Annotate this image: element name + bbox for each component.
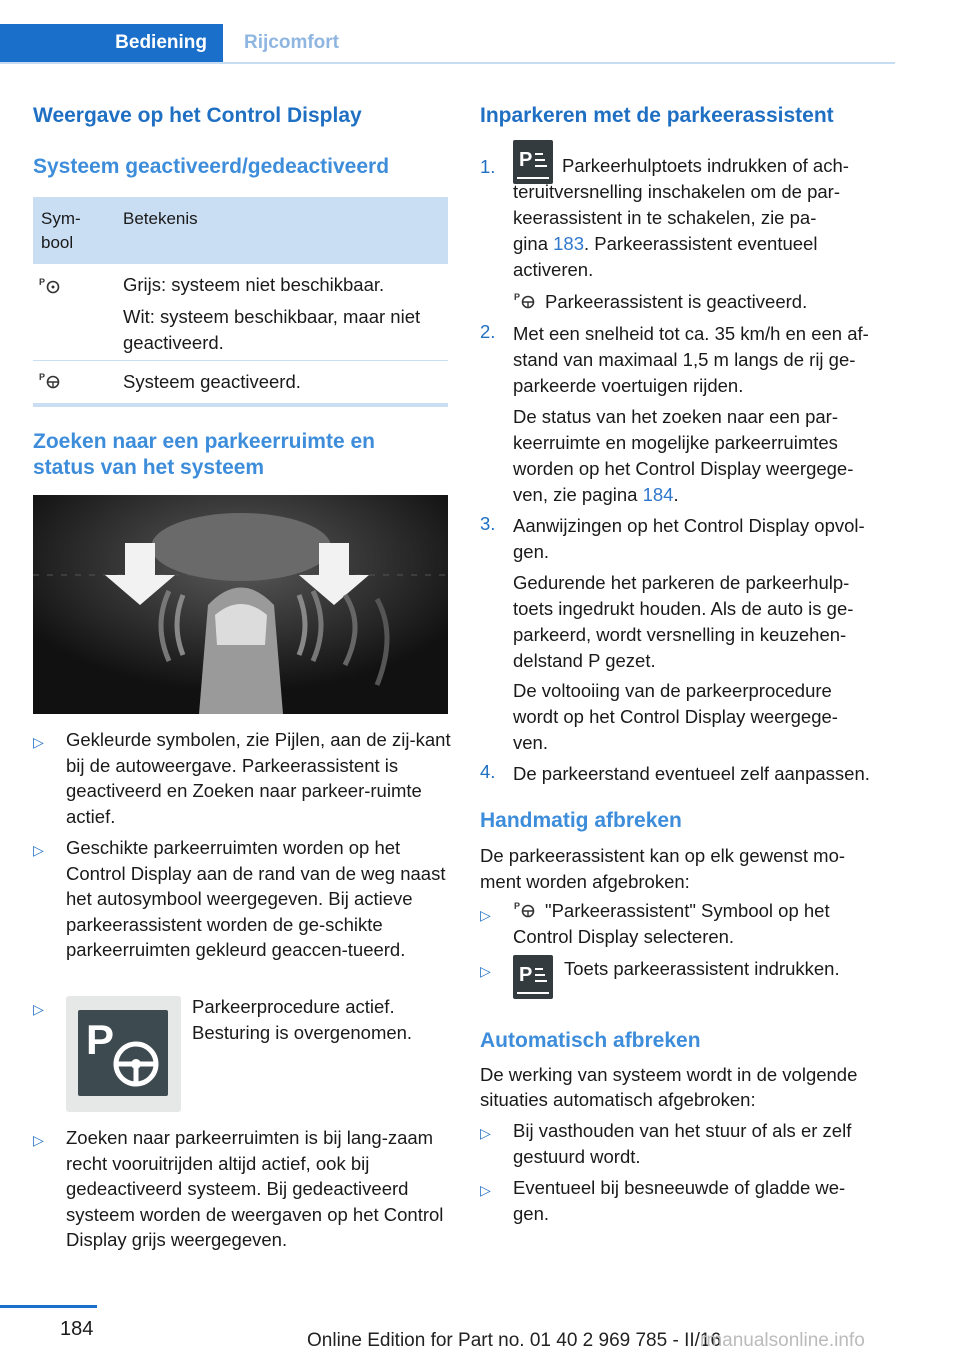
table-row	[33, 361, 448, 403]
bullet-text-2: Geschikte parkeerruimten worden op het Control Display aan de rand van de weg naast het autosymbool weergegeven. Bij actieve parkeerassistent worden de ge-schikte parkeerruimten gekleurd geaccen-tueerd.	[66, 837, 446, 960]
bullet-icon: ▷	[33, 734, 44, 750]
step-number-2: 2.	[480, 321, 496, 342]
park-assist-active-icon	[513, 900, 537, 918]
auto-bullet1-b: gestuurd wordt.	[513, 1146, 641, 1167]
step2-text: ven, zie pagina	[513, 484, 643, 505]
step3-line-d: toets ingedrukt houden. Als de auto is ge-	[513, 598, 854, 619]
svg-text:P: P	[519, 964, 533, 986]
step2-line-c: parkeerde voertuigen rijden.	[513, 375, 744, 396]
step1-line-b: teruitversnelling inschakelen om de par-	[513, 181, 841, 202]
table-row	[33, 264, 448, 361]
step3-line-i: ven.	[513, 732, 548, 753]
step3-line-h: wordt op het Control Display weergege-	[513, 706, 838, 727]
page-link-183[interactable]: 183	[553, 233, 584, 254]
bullet-icon: ▷	[480, 963, 491, 979]
step2-line-f: worden op het Control Display weergege-	[513, 458, 854, 479]
chapter-tabbar	[0, 24, 895, 64]
park-button-icon	[513, 955, 553, 999]
step3-line-b: gen.	[513, 541, 550, 562]
step1-line-a: Parkeerhulptoets indrukken of ach-	[562, 155, 849, 176]
heading-handmatig: Handmatig afbreken	[480, 809, 682, 832]
svg-text:P: P	[514, 292, 521, 302]
section-heading-weergave: Weergave op het Control Display	[33, 104, 362, 127]
footer-rule	[0, 1305, 97, 1308]
step1-note: Parkeerassistent is geactiveerd.	[545, 291, 808, 312]
bullet-text-3: Parkeerprocedure actief. Besturing is overgenomen.	[192, 996, 413, 1043]
bullet-icon: ▷	[33, 1132, 44, 1148]
step1-line-e: activeren.	[513, 259, 594, 280]
manual-bullet2: Toets parkeerassistent indrukken.	[564, 958, 840, 979]
step-number-4: 4.	[480, 761, 496, 782]
step2-line-e: keerruimte en mogelijke parkeerruimtes	[513, 432, 838, 453]
parking-display-illustration	[33, 495, 448, 714]
auto-bullet2-a: Eventueel bij besneeuwde of gladde we-	[513, 1177, 846, 1198]
parking-display-photo	[33, 495, 448, 714]
bullet-icon: ▷	[33, 842, 44, 858]
tab-rijcomfort[interactable]: Rijcomfort	[244, 32, 339, 53]
manual-line-a: De parkeerassistent kan op elk gewenst mo-	[480, 845, 846, 866]
park-assist-icon	[39, 276, 61, 294]
bullet-text-1: Gekleurde symbolen, zie Pijlen, aan de zij-kant bij de autoweergave. Parkeerassistent is geactiveerd en Zoeken naar parkeer-ruimte actief.	[66, 729, 451, 827]
svg-text:P: P	[86, 1016, 115, 1063]
page-number: 184	[60, 1318, 94, 1340]
step2-line-d: De status van het zoeken naar een par-	[513, 406, 838, 427]
bullet-icon: ▷	[33, 1001, 44, 1017]
step2-line-g	[513, 482, 679, 508]
bullet-icon: ▷	[480, 1125, 491, 1141]
page-link-184[interactable]: 184	[642, 484, 674, 505]
step4-line: De parkeerstand eventueel zelf aanpassen.	[513, 763, 870, 784]
auto-line-a: De werking van systeem wordt in de volgende	[480, 1064, 858, 1085]
header-symbool: Sym- bool	[41, 209, 81, 252]
table-bottom-rule	[33, 403, 448, 407]
step3-line-a: Aanwijzingen op het Control Display opvol-	[513, 515, 865, 536]
auto-bullet1-a: Bij vasthouden van het stuur of als er zelf	[513, 1120, 852, 1141]
step1-text: . Parkeerassistent eventueel	[584, 233, 818, 254]
steering-p-icon	[66, 996, 181, 1112]
subheading-systeem: Systeem geactiveerd/gedeactiveerd	[33, 155, 390, 178]
park-button-icon	[513, 140, 553, 184]
park-assist-active-icon	[39, 371, 61, 389]
watermark-text: rmanualsonline.info	[700, 1330, 865, 1351]
step-number-1: 1.	[480, 156, 496, 177]
step1-text: gina	[513, 233, 554, 254]
manual-bullet1-b: Control Display selecteren.	[513, 926, 735, 947]
header-betekenis: Betekenis	[123, 209, 198, 228]
svg-text:P: P	[519, 149, 533, 171]
step2-line-a: Met een snelheid tot ca. 35 km/h en een af-	[513, 323, 869, 344]
heading-automatisch: Automatisch afbreken	[480, 1029, 701, 1052]
step3-line-c: Gedurende het parkeren de parkeerhulp-	[513, 572, 850, 593]
row-text-1a: Grijs: systeem niet beschikbaar.	[123, 274, 385, 295]
step2-line-b: stand van maximaal 1,5 m langs de rij ge-	[513, 349, 856, 370]
step1-line-d	[513, 231, 817, 257]
park-assist-active-icon	[513, 291, 537, 309]
tab-bediening[interactable]: Bediening	[0, 24, 223, 62]
step-number-3: 3.	[480, 513, 496, 534]
bullet-icon: ▷	[480, 1182, 491, 1198]
step2-text: .	[673, 484, 679, 505]
step3-line-e: parkeerd, wordt versnelling in keuzehen-	[513, 624, 847, 645]
auto-bullet2-b: gen.	[513, 1203, 550, 1224]
edition-text: Online Edition for Part no. 01 40 2 969 785 - II/16	[307, 1330, 722, 1351]
manual-line-b: ment worden afgebroken:	[480, 871, 690, 892]
bullet-text-4: Zoeken naar parkeerruimten is bij lang-zaam recht vooruitrijden altijd actief, ook bij gedeactiveerd systeem. Bij gedeactiveerd systeem worden de weergaven op het Control Display grijs weergegeven.	[66, 1127, 444, 1250]
section-heading-zoeken: Zoeken naar een parkeerruimte en status van het systeem	[33, 430, 375, 479]
svg-text:P: P	[514, 901, 521, 911]
symbol-table	[33, 197, 448, 407]
svg-text:P: P	[39, 277, 46, 287]
bullet-icon: ▷	[480, 907, 491, 923]
step3-line-g: De voltooiing van de parkeerprocedure	[513, 680, 832, 701]
auto-line-b: situaties automatisch afgebroken:	[480, 1089, 756, 1110]
svg-text:P: P	[39, 372, 46, 382]
step3-line-f: delstand P gezet.	[513, 650, 656, 671]
step1-line-c: keerassistent in te schakelen, zie pa-	[513, 207, 817, 228]
row-text-2: Systeem geactiveerd.	[123, 371, 301, 392]
section-heading-inparkeren: Inparkeren met de parkeerassistent	[480, 104, 834, 127]
table-header	[33, 197, 448, 264]
row-text-1b: Wit: systeem beschikbaar, maar niet geactiveerd.	[123, 306, 421, 353]
manual-bullet1-a: "Parkeerassistent" Symbool op het	[545, 900, 830, 921]
